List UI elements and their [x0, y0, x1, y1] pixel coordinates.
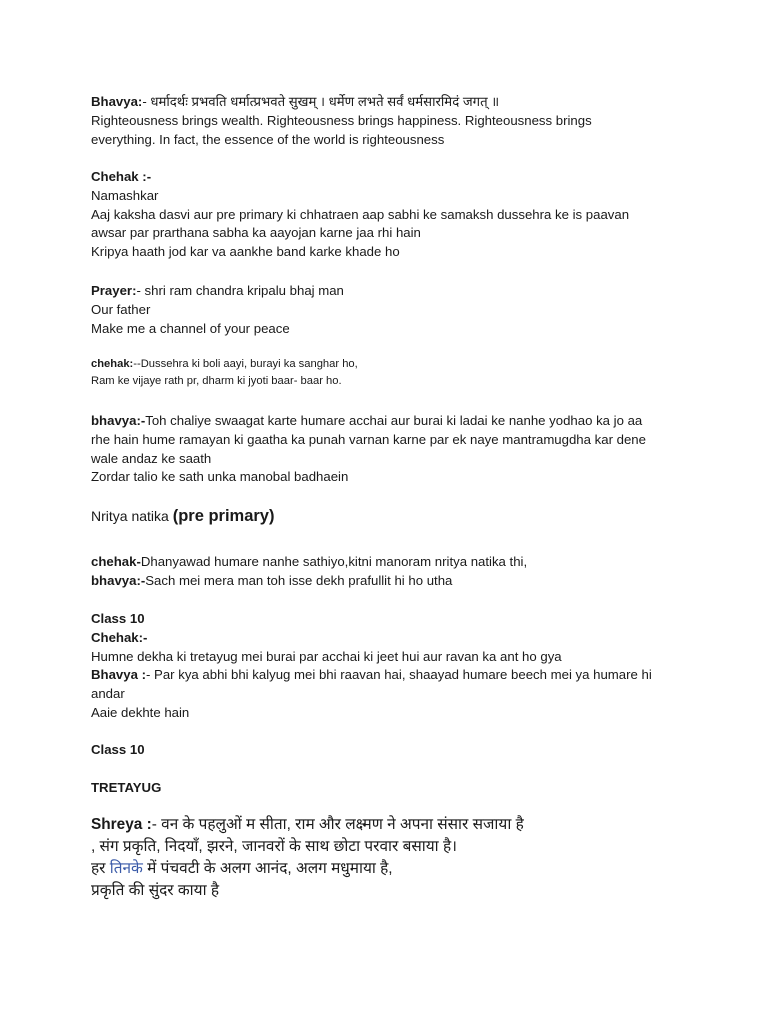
text-line: wale andaz ke saath [91, 450, 212, 466]
prayer-line: Make me a channel of your peace [91, 320, 290, 336]
text-line: andar [91, 686, 125, 702]
hindi-verse-line: प्रकृति की सुंदर काया है [91, 882, 220, 899]
prayer-text: - shri ram chandra kripalu bhaj man [136, 283, 344, 298]
era-heading: TRETAYUG [91, 780, 162, 795]
text-line: Namashkar [91, 187, 159, 203]
text-line: Toh chaliye swaagat karte humare acchai aur burai ki ladai ke nanhe yodhao ka jo aa [145, 413, 643, 428]
class10-intro-block [91, 610, 728, 723]
speaker-bhavya: bhavya:- [91, 413, 146, 428]
prayer-label: Prayer: [91, 283, 137, 298]
chehak-intro-block [91, 168, 728, 262]
tretayug-heading-block [91, 779, 728, 798]
speaker-bhavya: Bhavya : [91, 667, 146, 683]
speaker-shreya: Shreya : [91, 816, 152, 833]
prayer-block [91, 282, 728, 338]
hindi-verse-line: , संग प्रकृति, निदयाँ, झरने, जानवरों के साथ छोटा परवार बसाया है। [91, 838, 457, 855]
nritya-natika-heading [91, 507, 728, 526]
speaker-chehak: Chehak:- [91, 629, 148, 645]
text-line: Sach mei mera man toh isse dekh prafullit hi ho utha [145, 572, 453, 588]
hindi-verse-highlight: तिनके [109, 860, 143, 877]
bhavya-welcome-block [91, 412, 728, 487]
text-line: - Par kya abhi bhi kalyug mei bhi raavan hai, shaayad humare beech mei ya humare hi [145, 667, 652, 683]
class10-label-block [91, 741, 728, 760]
bhavya-shloka-block [91, 93, 728, 149]
sanskrit-shloka: - धर्मादर्थः प्रभवति धर्मात्प्रभवते सुखम् । धर्मेण लभते सर्वं धर्मसारमिदं जगत् ॥ [142, 94, 500, 109]
text-line: Aaj kaksha dasvi aur pre primary ki chhatraen aap sabhi ke samaksh dussehra ke is paavan [91, 206, 630, 222]
text-line: Zordar talio ke sath unka manobal badhaein [91, 469, 349, 485]
hindi-verse-line: - वन के पहलुओं म सीता, राम और लक्ष्मण ने अपना संसार सजाया है [151, 816, 524, 833]
text-line: rhe hain hume ramayan ki gaatha ka punah varnan karne par ek naye mantramugdha kar dene [91, 431, 646, 447]
couplet-line: Ram ke vijaye rath pr, dharm ki jyoti baar- baar ho. [91, 375, 342, 387]
hindi-verse-part: में पंचवटी के अलग आनंद, अलग मधुमाया है, [142, 860, 393, 877]
speaker-chehak: Chehak :- [91, 169, 152, 184]
hindi-verse-part: हर [91, 860, 110, 877]
class-label: Class 10 [91, 742, 145, 757]
shreya-verse-block [91, 814, 728, 902]
prayer-line: Our father [91, 301, 151, 317]
text-line: Kripya haath jod kar va aankhe band karke khade ho [91, 244, 400, 260]
speaker-bhavya: Bhavya: [91, 94, 143, 109]
shloka-translation-line: Righteousness brings wealth. Righteousness brings happiness. Righteousness brings [91, 112, 592, 128]
shloka-translation-line: everything. In fact, the essence of the world is righteousness [91, 131, 445, 147]
text-line: Aaie dekhte hain [91, 704, 190, 720]
speaker-chehak: chehak- [91, 554, 141, 569]
text-line: Humne dekha ki tretayug mei burai par acchai ki jeet hui aur ravan ka ant ho gya [91, 648, 562, 664]
heading-bold: (pre primary) [172, 507, 275, 525]
text-line: Dhanyawad humare nanhe sathiyo,kitni manoram nritya natika thi, [140, 554, 528, 569]
chehak-couplet-block [91, 356, 728, 390]
speaker-bhavya: bhavya:- [91, 572, 146, 588]
class-label: Class 10 [91, 611, 145, 626]
heading-prefix: Nritya natika [91, 508, 173, 524]
speaker-chehak: chehak: [91, 358, 134, 370]
text-line: awsar par prarthana sabha ka aayojan karne jaa rhi hain [91, 225, 421, 241]
couplet-line: --Dussehra ki boli aayi, burayi ka sanghar ho, [133, 358, 358, 370]
thanks-block [91, 553, 728, 591]
